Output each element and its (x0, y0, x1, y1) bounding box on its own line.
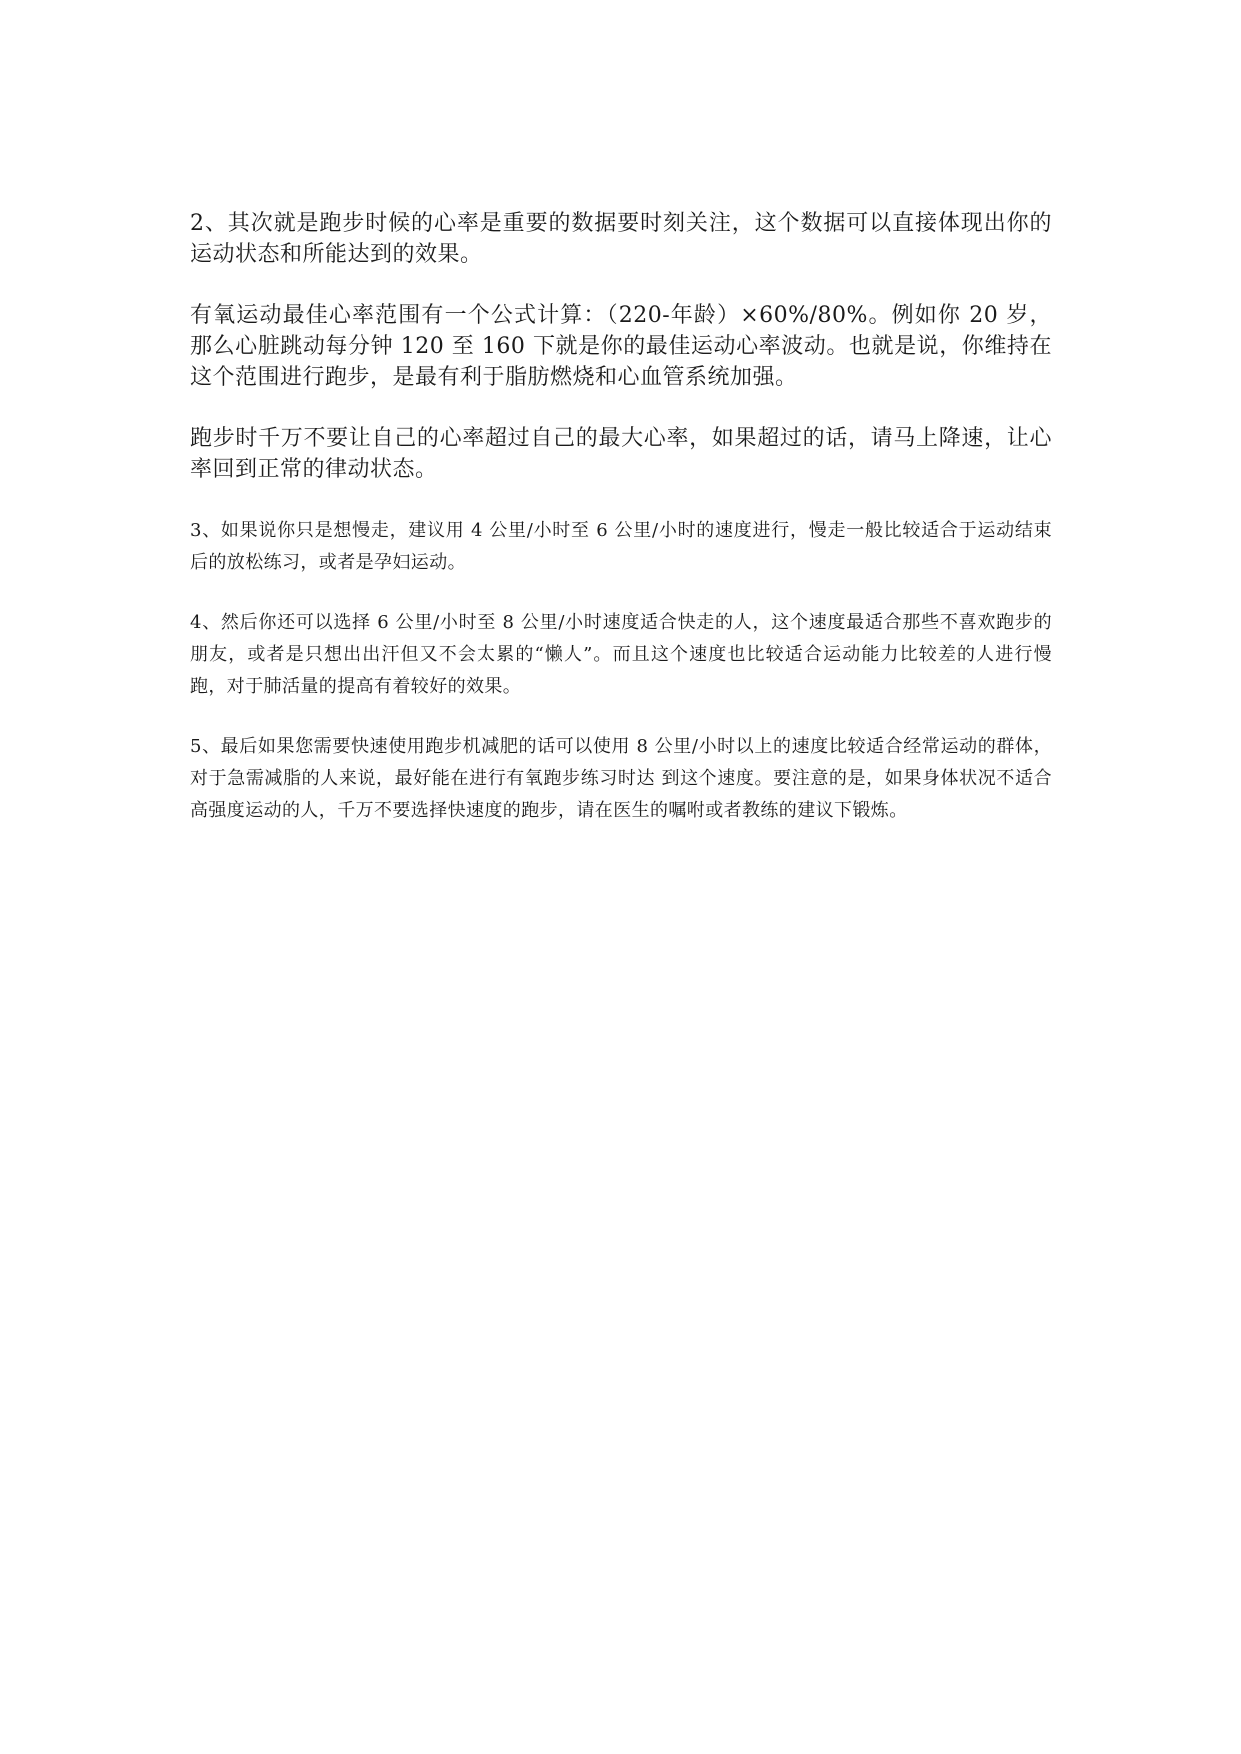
paragraph-slow-walk-speed: 3、如果说你只是想慢走，建议用 4 公里/小时至 6 公里/小时的速度进行，慢走一般比较适合于运动结束后的放松练习，或者是孕妇运动。 (190, 520, 1052, 573)
paragraph-heart-rate-monitoring: 2、其次就是跑步时候的心率是重要的数据要时刻关注，这个数据可以直接体现出你的运动状态和所能达到的效果。 (190, 211, 1052, 267)
paragraph-fast-speed: 5、最后如果您需要快速使用跑步机减肥的话可以使用 8 公里/小时以上的速度比较适合经常运动的群体，对于急需减脂的人来说，最好能在进行有氧跑步练习时达 到这个速度。要注意的是，如果身体状况不适合高强度运动的人，千万不要选择快速度的跑步，请在医生的嘱咐或者教练的建议下锻炼。 (190, 736, 1052, 821)
paragraph-heart-rate-formula: 有氧运动最佳心率范围有一个公式计算：（220-年龄）×60%/80%。例如你 20 岁，那么心脏跳动每分钟 120 至 160 下就是你的最佳运动心率波动。也就是说，你维持在这个范围进行跑步，是最有利于脂肪燃烧和心血管系统加强。 (190, 303, 1052, 390)
paragraph-brisk-walk-speed: 4、然后你还可以选择 6 公里/小时至 8 公里/小时速度适合快走的人，这个速度最适合那些不喜欢跑步的朋友，或者是只想出出汗但又不会太累的“懒人”。而且这个速度也比较适合运动能力比较差的人进行慢跑，对于肺活量的提高有着较好的效果。 (190, 612, 1052, 697)
paragraph-max-heart-rate-warning: 跑步时千万不要让自己的心率超过自己的最大心率，如果超过的话，请马上降速，让心率回到正常的律动状态。 (190, 426, 1052, 482)
document-body (190, 208, 1052, 855)
